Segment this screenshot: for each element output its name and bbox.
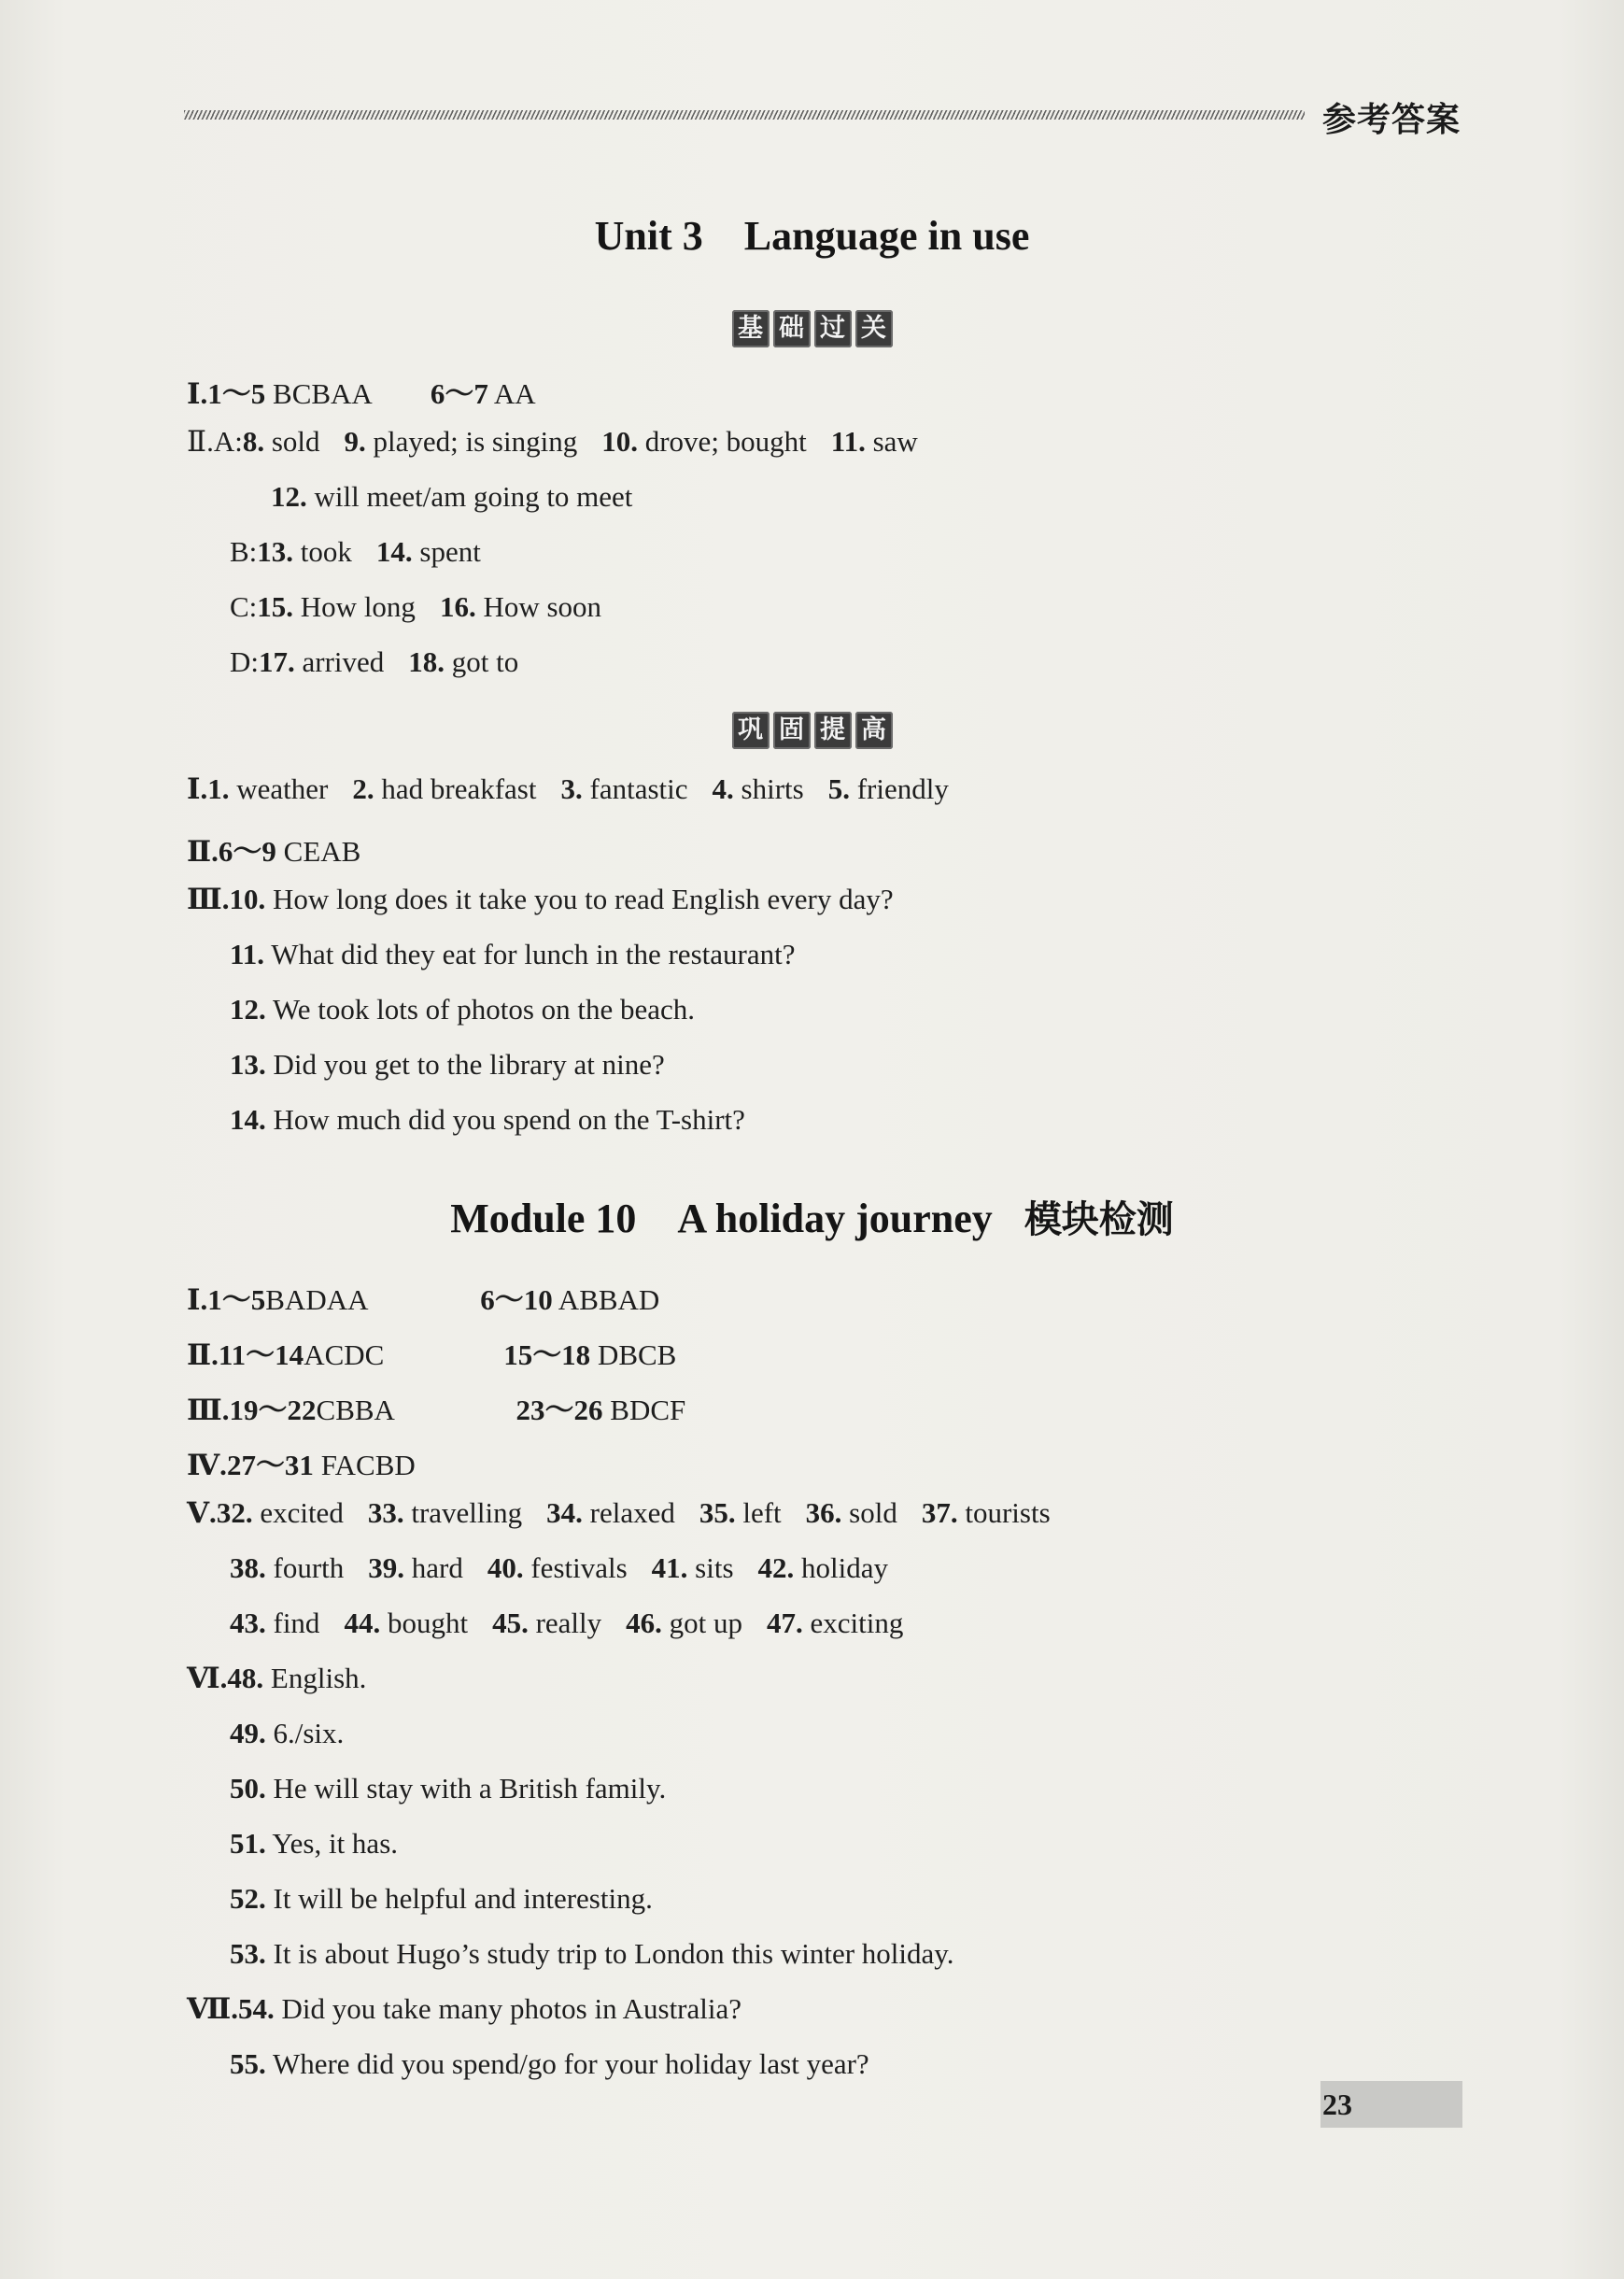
answer-line: 50. He will stay with a British family. [230,1772,667,1805]
answer-line: 12. will meet/am going to meet [271,480,633,513]
badge-advanced-char: 固 [773,712,811,749]
badge-basic-char: 过 [814,310,852,347]
badge-basic-char: 基 [732,310,770,347]
header-rule [184,110,1305,120]
answer-line: Ⅱ.6～9 CEAB [187,835,361,868]
answer-line: 38. fourth 39. hard 40. festivals 41. sits 42. holiday [230,1551,889,1584]
unit3-title-text: Unit 3 Language in use [594,213,1030,259]
answer-line: 55. Where did you spend/go for your holiday last year? [230,2047,869,2080]
answer-line: Ⅰ.1. weather 2. had breakfast 3. fantastic 4. shirts 5. friendly [187,772,949,805]
badge-advanced [0,712,1624,749]
answer-line: Ⅵ.48. English. [187,1662,367,1694]
answer-line: Ⅲ.19～22CBBA 23～26 BDCF [187,1394,686,1426]
answer-line: 51. Yes, it has. [230,1827,399,1860]
badge-basic-char: 关 [855,310,893,347]
badge-advanced-char: 高 [855,712,893,749]
page-number: 23 [1320,2081,1462,2128]
answer-line: C:15. How long 16. How soon [230,590,602,623]
answer-line: B:13. took 14. spent [230,535,481,568]
answer-line: Ⅰ.1～5BADAA 6～10 ABBAD [187,1283,660,1316]
answer-line: Ⅱ.11～14ACDC 15～18 DBCB [187,1338,677,1371]
answer-line: Ⅶ.54. Did you take many photos in Australia? [187,1992,742,2025]
badge-basic-char: 础 [773,310,811,347]
answer-line: 49. 6./six. [230,1717,345,1749]
header-title: 参考答案 [1322,101,1462,139]
answer-line: D:17. arrived 18. got to [230,645,519,678]
answer-line: Ⅴ.32. excited 33. travelling 34. relaxed 35. left 36. sold 37. tourists [187,1496,1051,1529]
answer-line: 53. It is about Hugo’s study trip to London this winter holiday. [230,1937,954,1970]
module10-title-cn: 模块检测 [1024,1198,1174,1241]
answer-line: 12. We took lots of photos on the beach. [230,993,696,1026]
answer-line: 14. How much did you spend on the T-shirt? [230,1103,745,1136]
answer-line: 11. What did they eat for lunch in the restaurant? [230,938,796,970]
answer-line: Ⅱ.A:8. sold 9. played; is singing 10. drove; bought 11. saw [187,425,918,458]
badge-basic [0,310,1624,347]
answer-line: Ⅳ.27～31 FACBD [187,1449,416,1481]
answer-line: 13. Did you get to the library at nine? [230,1048,665,1081]
module10-title [0,1184,1624,1244]
unit3-title [0,202,1624,262]
answer-line: Ⅰ.1～5 BCBAA 6～7 AA [187,377,536,410]
answer-line: 52. It will be helpful and interesting. [230,1882,653,1915]
badge-advanced-char: 提 [814,712,852,749]
answer-line: 43. find 44. bought 45. really 46. got up 47. exciting [230,1607,904,1639]
module10-title-text: Module 10 A holiday journey [450,1196,993,1241]
badge-advanced-char: 巩 [732,712,770,749]
answer-line: Ⅲ.10. How long does it take you to read English every day? [187,883,894,915]
